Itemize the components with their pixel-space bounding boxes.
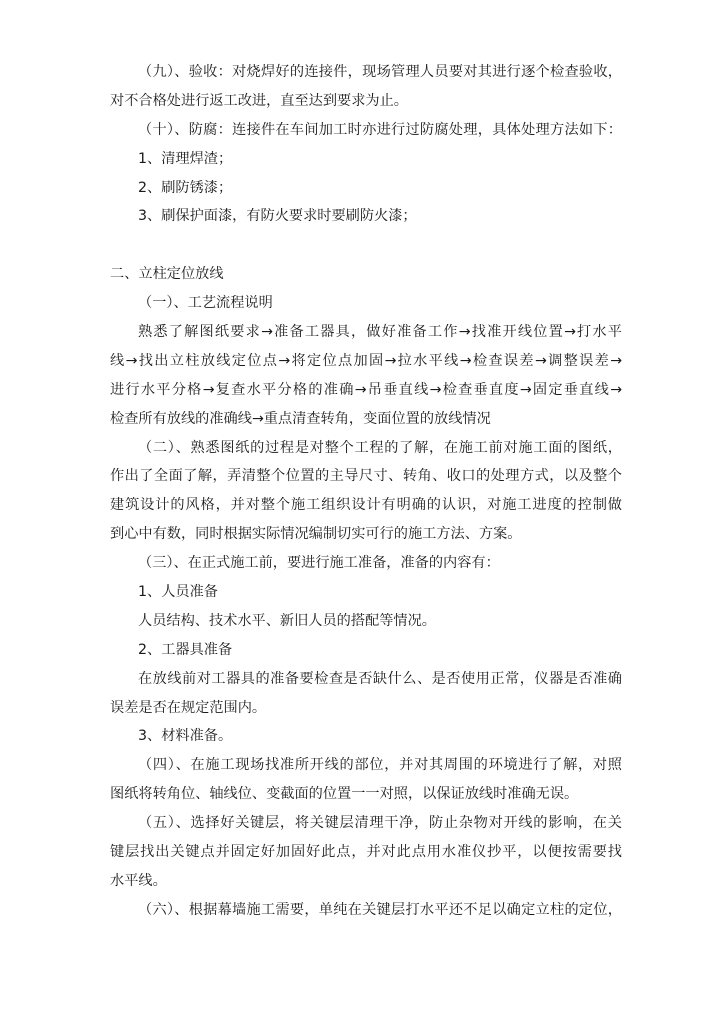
paragraph-line: （三）、在正式施工前，要进行施工准备，准备的内容有：: [138, 555, 500, 572]
list-item: 3、材料准备。: [138, 728, 233, 745]
list-item: 1、清理焊渣；: [138, 150, 233, 167]
section-heading: 二、立柱定位放线: [110, 266, 224, 283]
paragraph-line: 图纸将转角位、轴线位、变截面的位置一一对照，以保证放线时准确无误。: [110, 786, 579, 803]
document-body: [110, 58, 622, 925]
paragraph-line: （六）、根据幕墙施工需要，单纯在关键层打水平还不足以确定立柱的定位，: [138, 901, 622, 918]
paragraph-line: （四）、在施工现场找准所开线的部位，并对其周围的环境进行了解，对照: [138, 757, 622, 774]
list-item: 3、刷保护面漆，有防火要求时要刷防火漆；: [138, 208, 417, 225]
paragraph-line: 线→找出立柱放线定位点→将定位点加固→拉水平线→检查误差→调整误差→: [110, 352, 622, 369]
paragraph-line: （二）、熟悉图纸的过程是对整个工程的了解，在施工前对施工面的图纸，: [138, 439, 622, 456]
paragraph-line: 误差是否在规定范围内。: [110, 699, 267, 716]
paragraph-line: 检查所有放线的准确线→重点清查转角，变面位置的放线情况: [110, 410, 491, 427]
paragraph-line: 键层找出关键点并固定好加固好此点，并对此点用水准仪抄平，以便按需要找: [110, 844, 622, 861]
subsection-heading: （一）、工艺流程说明: [138, 295, 273, 312]
paragraph-line: 对不合格处进行返工改进，直至达到要求为止。: [110, 92, 408, 109]
paragraph-line: （九）、验收：对烧焊好的连接件，现场管理人员要对其进行逐个检查验收，: [138, 64, 622, 80]
blank-line: [110, 231, 622, 260]
list-item: 1、人员准备: [138, 584, 218, 601]
paragraph-line: 水平线。: [110, 872, 167, 889]
list-item: 2、工器具准备: [138, 641, 233, 658]
paragraph-line: 建筑设计的风格，并对整个施工组织设计有明确的认识，对施工进度的控制做: [110, 497, 622, 514]
paragraph-line: 人员结构、技术水平、新旧人员的搭配等情况。: [138, 612, 436, 629]
paragraph-line: （五）、选择好关键层，将关键层清理干净，防止杂物对开线的影响，在关: [138, 815, 622, 832]
paragraph-line: 熟悉了解图纸要求→准备工器具，做好准备工作→找准开线位置→打水平: [138, 324, 622, 341]
list-item: 2、刷防锈漆；: [138, 179, 233, 196]
paragraph-line: 进行水平分格→复查水平分格的准确→吊垂直线→检查垂直度→固定垂直线→: [110, 381, 622, 398]
paragraph-line: 作出了全面了解，弄清整个位置的主导尺寸、转角、收口的处理方式，以及整个: [110, 468, 622, 485]
paragraph-line: 到心中有数，同时根据实际情况编制切实可行的施工方法、方案。: [110, 526, 522, 543]
paragraph-line: 在放线前对工器具的准备要检查是否缺什么、是否使用正常，仪器是否准确: [138, 670, 622, 687]
paragraph-line: （十）、防腐：连接件在车间加工时亦进行过防腐处理，具体处理方法如下：: [138, 121, 622, 138]
